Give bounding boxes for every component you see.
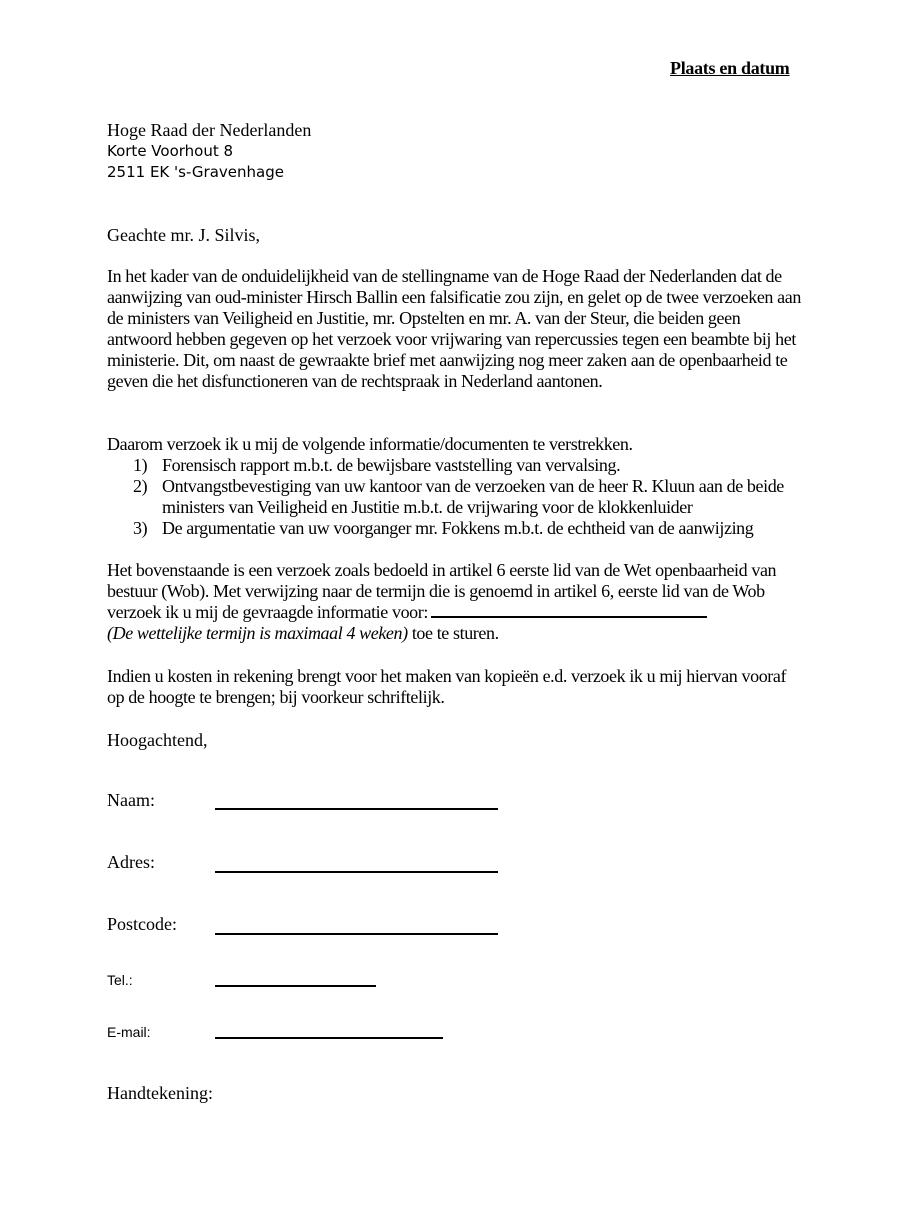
- recipient-name: Hoge Raad der Nederlanden: [107, 120, 312, 140]
- request-item-number: 3): [133, 518, 148, 538]
- postcode-label: Postcode:: [107, 914, 177, 934]
- request-item-number: 1): [133, 455, 148, 475]
- name-label: Naam:: [107, 790, 155, 810]
- phone-field[interactable]: [215, 985, 376, 987]
- wob-paragraph: [107, 560, 807, 644]
- wob-legal-term-note: (De wettelijke termijn is maximaal 4 weken): [107, 623, 408, 643]
- closing: Hoogachtend,: [107, 730, 208, 750]
- intro-paragraph: In het kader van de onduidelijkheid van de stellingname van de Hoge Raad der Nederlanden dat de aanwijzing van oud-minister Hirsch Ballin een falsificatie zou zijn, en gelet op de twee verzoeken aan de ministers van Veiligheid en Justitie, mr. Opstelten en mr. A. van der Steur, die beiden geen antwoord hebben gegeven op het verzoek voor vrijwaring van repercussies tegen een beambte bij het ministerie. Dit, om naast de gewraakte brief met aanwijzing nog meer zaken aan de openbaarheid te geven die het disfunctioneren van de rechtspraak in Nederland aantonen.: [107, 266, 801, 391]
- wob-text: Het bovenstaande is een verzoek zoals bedoeld in artikel 6 eerste lid van de Wet openbaarheid van bestuur (Wob). Met verwijzing naar de termijn die is genoemd in artikel 6, eerste lid van de Wob verzoek ik u mij de gevraagde informatie voor:: [107, 560, 777, 622]
- name-field[interactable]: [215, 808, 498, 810]
- request-item: [133, 455, 813, 476]
- costs-paragraph: Indien u kosten in rekening brengt voor het maken van kopieën e.d. verzoek ik u mij hiervan vooraf op de hoogte te brengen; bij voorkeur schriftelijk.: [107, 666, 787, 707]
- postcode-field[interactable]: [215, 933, 498, 935]
- request-item-number: 2): [133, 476, 148, 496]
- salutation: Geachte mr. J. Silvis,: [107, 225, 260, 245]
- email-label: E-mail:: [107, 1024, 151, 1040]
- recipient-street: Korte Voorhout 8: [107, 142, 234, 160]
- request-intro: Daarom verzoek ik u mij de volgende informatie/documenten te verstrekken.: [107, 434, 633, 454]
- place-date-heading: Plaats en datum: [670, 58, 790, 78]
- request-list: [133, 455, 813, 539]
- phone-label: Tel.:: [107, 972, 133, 988]
- request-item-text: De argumentatie van uw voorganger mr. Fokkens m.b.t. de echtheid van de aanwijzing: [162, 518, 754, 538]
- deadline-date-field[interactable]: [431, 602, 707, 618]
- request-item-text: Ontvangstbevestiging van uw kantoor van de verzoeken van de heer R. Kluun aan de beide ministers van Veiligheid en Justitie m.b.t. de vrijwaring voor de klokkenluider: [162, 476, 784, 517]
- email-field[interactable]: [215, 1037, 443, 1039]
- wob-ending: toe te sturen.: [407, 623, 499, 643]
- request-item-text: Forensisch rapport m.b.t. de bewijsbare vaststelling van vervalsing.: [162, 455, 621, 475]
- request-item: [133, 476, 813, 518]
- signature-label: Handtekening:: [107, 1083, 213, 1103]
- address-field[interactable]: [215, 871, 498, 873]
- recipient-address: [107, 120, 311, 183]
- request-item: [133, 518, 813, 539]
- address-label: Adres:: [107, 852, 155, 872]
- recipient-postal-city: 2511 EK 's-Gravenhage: [107, 163, 284, 181]
